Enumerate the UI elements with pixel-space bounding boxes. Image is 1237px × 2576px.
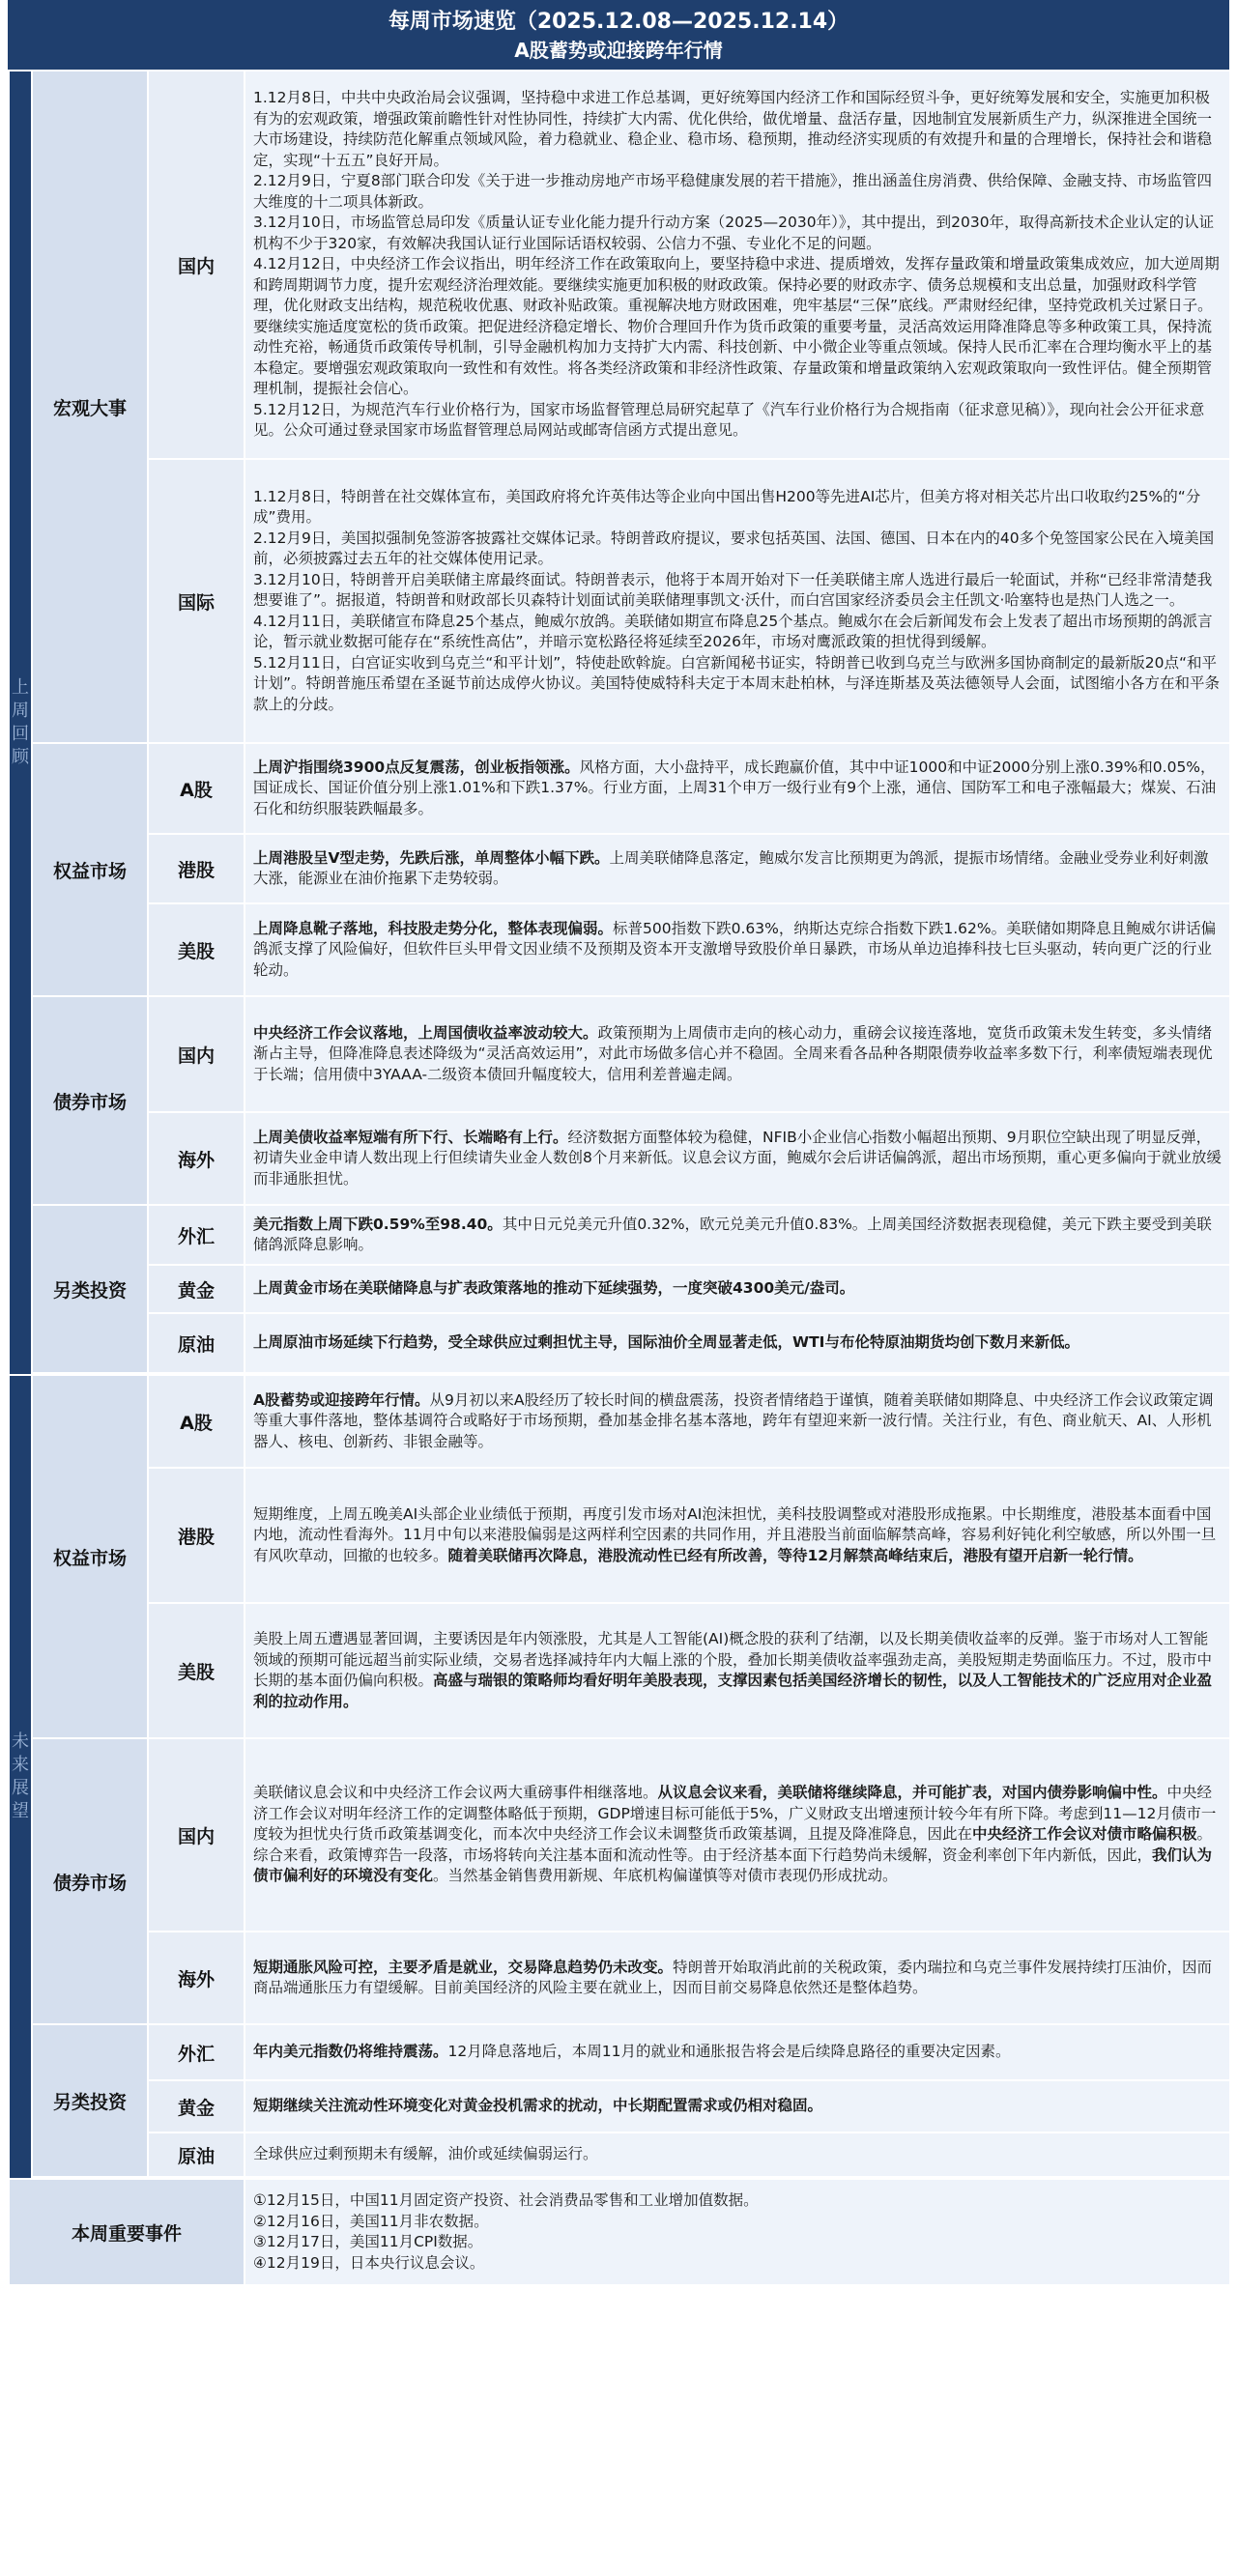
sub-us-share: 美股 xyxy=(148,903,245,996)
table-row xyxy=(9,1112,1230,1205)
list-item: 2.12月9日，美国拟强制免签游客披露社交媒体记录。特朗普政府提议，要求包括英国、法国、德国、日本在内的40多个免签国家公民在入境美国前，必须披露过去五年的社交媒体使用记录。 xyxy=(253,529,1215,568)
table-row xyxy=(9,1375,1230,1468)
category-alt-outlook: 另类投资 xyxy=(32,2024,148,2177)
list-item: ③12月17日，美国11月CPI数据。 xyxy=(253,2233,483,2250)
list-item: ④12月19日，日本央行议息会议。 xyxy=(253,2253,485,2272)
report-subtitle: A股蓄势或迎接跨年行情 xyxy=(514,39,723,62)
equity-hk-content: 上周港股呈V型走势，先跌后涨，单周整体小幅下跌。上周美联储降息落定，鲍威尔发言比预期更为鸽派，提振市场情绪。金融业受券业利好刺激大涨，能源业在油价拖累下走势较弱。 xyxy=(245,834,1230,903)
table-row xyxy=(9,996,1230,1112)
list-item: 1.12月8日，中共中央政治局会议强调，坚持稳中求进工作总基调，更好统筹国内经济工作和国际经贸斗争，更好统筹发展和安全，实施更加积极有为的宏观政策，增强政策前瞻性针对性协同性，持续扩大内需、优化供给，做优增量、盘活存量，因地制宜发展新质生产力，纵深推进全国统一大市场建设，持续防范化解重点领域风险，着力稳就业、稳企业、稳市场、稳预期，推动经济实现质的有效提升和量的合理增长，保持社会和谐稳定，实现“十五五”良好开局。 xyxy=(253,89,1213,169)
bond-overseas-content: 上周美债收益率短端有所下行、长端略有上行。经济数据方面整体较为稳健，NFIB小企业信心指数小幅超出预期、9月职位空缺出现了明显反弹，初请失业金申请人数出现上行但续请失业金人数创8个月来新低。议息会议方面，鲍威尔会后讲话偏鸽派，超出市场预期，重心更多偏向于就业放缓而非通胀担忧。 xyxy=(245,1112,1230,1205)
table-row xyxy=(9,2132,1230,2177)
sub-a-share-outlook: A股 xyxy=(148,1375,245,1468)
macro-domestic-content xyxy=(245,71,1230,459)
sub-us-share-outlook: 美股 xyxy=(148,1603,245,1738)
sub-oil-outlook: 原油 xyxy=(148,2132,245,2177)
category-equity: 权益市场 xyxy=(32,743,148,996)
alt-gold-content: 上周黄金市场在美联储降息与扩表政策落地的推动下延续强势，一度突破4300美元/盎司。 xyxy=(245,1265,1230,1313)
alt-fx-content: 美元指数上周下跌0.59%至98.40。其中日元兑美元升值0.32%，欧元兑美元升值0.83%。上周美国经济数据表现稳健，美元下跌主要受到美联储鸽派降息影响。 xyxy=(245,1205,1230,1265)
equity-us-content: 上周降息靴子落地，科技股走势分化，整体表现偏弱。标普500指数下跌0.63%，纳斯达克综合指数下跌1.62%。美联储如期降息且鲍威尔讲话偏鸽派支撑了风险偏好，但软件巨头甲骨文因业绩不及预期及资本开支激增导致股价单日暴跌，市场从单边追捧科技七巨头驱动，转向更广泛的行业轮动。 xyxy=(245,903,1230,996)
sub-bond-domestic-outlook: 国内 xyxy=(148,1738,245,1932)
outlook-bond-domestic-content: 美联储议息会议和中央经济工作会议两大重磅事件相继落地。从议息会议来看，美联储将继续降息，并可能扩表，对国内债券影响偏中性。中央经济工作会议对明年经济工作的定调整体略低于预期，GDP增速目标可能低于5%，广义财政支出增速预计较今年有所下降。考虑到11—12月债市一度较为担忧央行货币政策基调变化，而本次中央经济工作会议未调整货币政策基调，且提及降准降息，因此在中央经济工作会议对债市略偏积极。综合来看，政策博弈告一段落，市场将转向关注基本面和流动性等。由于经济基本面下行趋势尚未缓解，资金利率创下年内新低，因此，我们认为债市偏利好的环境没有变化。当然基金销售费用新规、年底机构偏谨慎等对债市表现仍形成扰动。 xyxy=(245,1738,1230,1932)
sub-domestic: 国内 xyxy=(148,71,245,459)
table-row xyxy=(9,71,1230,459)
table-row xyxy=(9,2024,1230,2080)
list-item: ②12月16日，美国11月非农数据。 xyxy=(253,2212,489,2230)
alt-oil-content: 上周原油市场延续下行趋势，受全球供应过剩担忧主导，国际油价全周显著走低，WTI与布伦特原油期货均创下数月来新低。 xyxy=(245,1313,1230,1373)
table-row xyxy=(9,1468,1230,1603)
list-item: 3.12月10日，市场监管总局印发《质量认证专业化能力提升行动方案（2025—2030年）》，其中提出，到2030年，取得高新技术企业认定的认证机构不少于320家，有效解决我国认证行业国际话语权较弱、公信力不强、专业化不足的问题。 xyxy=(253,214,1215,252)
list-item: 2.12月9日，宁夏8部门联合印发《关于进一步推动房地产市场平稳健康发展的若干措施》，推出涵盖住房消费、供给保障、金融支持、市场监管四大维度的十二项具体新政。 xyxy=(253,172,1212,211)
table-row xyxy=(9,743,1230,834)
table-row xyxy=(9,1205,1230,1265)
sub-bond-overseas-outlook: 海外 xyxy=(148,1932,245,2024)
report-title: 每周市场速览（2025.12.08—2025.12.14） xyxy=(388,10,849,34)
macro-international-content xyxy=(245,459,1230,743)
table-row xyxy=(9,1603,1230,1738)
table-row xyxy=(9,1738,1230,1932)
table-row xyxy=(9,2179,1230,2285)
bond-domestic-content: 中央经济工作会议落地，上周国债收益率波动较大。政策预期为上周债市走向的核心动力，重磅会议接连落地，宽货币政策未发生转变，多头情绪渐占主导，但降准降息表述降级为“灵活高效运用”，对此市场做多信心并不稳固。全周来看各品种各期限债券收益率多数下行，利率债短端表现优于长端；信用债中3YAAA-二级资本债回升幅度较大，信用利差普遍走阔。 xyxy=(245,996,1230,1112)
sub-fx: 外汇 xyxy=(148,1205,245,1265)
list-item: 4.12月12日，中央经济工作会议指出，明年经济工作在政策取向上，要坚持稳中求进、提质增效，发挥存量政策和增量政策集成效应，加大逆周期和跨周期调节力度，提升宏观经济治理效能。要继续实施更加积极的财政政策。保持必要的财政赤字、债务总规模和支出总量，加强财政科学管理，优化财政支出结构，规范税收优惠、财政补贴政策。重视解决地方财政困难，兜牢基层“三保”底线。严肃财经纪律，坚持党政机关过紧日子。要继续实施适度宽松的货币政策。把促进经济稳定增长、物价合理回升作为货币政策的重要考量，灵活高效运用降准降息等多种政策工具，保持流动性充裕，畅通货币政策传导机制，引导金融机构加力支持扩大内需、科技创新、中小微企业等重点领域。保持人民币汇率在合理均衡水平上的基本稳定。要增强宏观政策取向一致性和有效性。将各类经济政策和非经济性政策、存量政策和增量政策纳入宏观政策取向一致性评估。健全预期管理机制，提振社会信心。 xyxy=(253,255,1220,398)
equity-a-content: 上周沪指围绕3900点反复震荡，创业板指领涨。风格方面，大小盘持平，成长跑赢价值，其中中证1000和中证2000分别上涨0.39%和0.05%，国证成长、国证价值分别上涨1.01%和下跌1.37%。行业方面，上周31个申万一级行业有9个上涨，通信、国防军工和电子涨幅最大；煤炭、石油石化和纺织服装跌幅最多。 xyxy=(245,743,1230,834)
sub-hk-share: 港股 xyxy=(148,834,245,903)
sub-a-share: A股 xyxy=(148,743,245,834)
outlook-oil-content: 全球供应过剩预期未有缓解，油价或延续偏弱运行。 xyxy=(245,2132,1230,2177)
table-row xyxy=(9,1932,1230,2024)
section-label-review: 上周回顾 xyxy=(9,71,32,1375)
outlook-hk-content: 短期维度，上周五晚美AI头部企业业绩低于预期，再度引发市场对AI泡沫担忧，美科技股调整或对港股形成拖累。中长期维度，港股基本面看中国内地，流动性看海外。11月中旬以来港股偏弱是这两样利空因素的共同作用，并且港股当前面临解禁高峰，容易利好钝化利空敏感，所以外围一旦有风吹草动，回撤的也较多。随着美联储再次降息，港股流动性已经有所改善，等待12月解禁高峰结束后，港股有望开启新一轮行情。 xyxy=(245,1468,1230,1603)
market-table xyxy=(8,70,1231,2286)
sub-gold: 黄金 xyxy=(148,1265,245,1313)
sub-hk-share-outlook: 港股 xyxy=(148,1468,245,1603)
table-row xyxy=(9,459,1230,743)
table-row xyxy=(9,1265,1230,1313)
outlook-fx-content: 年内美元指数仍将维持震荡。12月降息落地后，本周11月的就业和通胀报告将会是后续降息路径的重要决定因素。 xyxy=(245,2024,1230,2080)
list-item: 5.12月12日，为规范汽车行业价格行为，国家市场监督管理总局研究起草了《汽车行业价格行为合规指南（征求意见稿）》，现向社会公开征求意见。公众可通过登录国家市场监督管理总局网站或邮寄信函方式提出意见。 xyxy=(253,400,1205,440)
category-alt: 另类投资 xyxy=(32,1205,148,1373)
table-row xyxy=(9,1313,1230,1373)
outlook-us-content: 美股上周五遭遇显著回调，主要诱因是年内领涨股，尤其是人工智能(AI)概念股的获利了结潮，以及长期美债收益率的反弹。鉴于市场对人工智能领域的预期可能远超当前实际业绩，交易者选择减持年内大幅上涨的个股，叠加长期美债收益率强劲走高，美股短期走势面临压力。不过，股市中长期的基本面仍偏向积极。高盛与瑞银的策略师均看好明年美股表现，支撑因素包括美国经济增长的韧性，以及人工智能技术的广泛应用对企业盈利的拉动作用。 xyxy=(245,1603,1230,1738)
outlook-gold-content: 短期继续关注流动性环境变化对黄金投机需求的扰动，中长期配置需求或仍相对稳固。 xyxy=(245,2080,1230,2132)
sub-oil: 原油 xyxy=(148,1313,245,1373)
sub-bond-domestic: 国内 xyxy=(148,996,245,1112)
sub-bond-overseas: 海外 xyxy=(148,1112,245,1205)
sub-international: 国际 xyxy=(148,459,245,743)
category-macro: 宏观大事 xyxy=(32,71,148,743)
table-row xyxy=(9,2080,1230,2132)
table-row xyxy=(9,834,1230,903)
events-content xyxy=(245,2179,1230,2285)
list-item: 4.12月11日，美联储宣布降息25个基点，鲍威尔放鸽。美联储如期宣布降息25个基点。鲍威尔在会后新闻发布会上发表了超出市场预期的鸽派言论，暂示就业数据可能存在“系统性高估”，并暗示宽松路径将延续至2026年，市场对鹰派政策的担忧得到缓解。 xyxy=(253,612,1213,651)
category-bond-outlook: 债券市场 xyxy=(32,1738,148,2024)
category-equity-outlook: 权益市场 xyxy=(32,1375,148,1738)
category-bond: 债券市场 xyxy=(32,996,148,1205)
list-item: 5.12月11日，白宫证实收到乌克兰“和平计划”，特使赴欧斡旋。白宫新闻秘书证实，特朗普已收到乌克兰与欧洲多国协商制定的最新版20点“和平计划”。特朗普施压希望在圣诞节前达成停火协议。美国特使威特科夫定于本周末赴柏林，与泽连斯基及英法德领导人会面，试图缩小各方在和平条款上的分歧。 xyxy=(253,653,1221,713)
outlook-bond-overseas-content: 短期通胀风险可控，主要矛盾是就业，交易降息趋势仍未改变。特朗普开始取消此前的关税政策，委内瑞拉和乌克兰事件发展持续打压油价，因而商品端通胀压力有望缓解。目前美国经济的风险主要在就业上，因而目前交易降息依然还是整体趋势。 xyxy=(245,1932,1230,2024)
table-row xyxy=(9,903,1230,996)
outlook-a-content: A股蓄势或迎接跨年行情。从9月初以来A股经历了较长时间的横盘震荡，投资者情绪趋于谨慎，随着美联储如期降息、中央经济工作会议政策定调等重大事件落地，整体基调符合或略好于市场预期，叠加基金排名基本落地，跨年有望迎来新一波行情。关注行业，有色、商业航天、AI、人形机器人、核电、创新药、非银金融等。 xyxy=(245,1375,1230,1468)
sub-fx-outlook: 外汇 xyxy=(148,2024,245,2080)
list-item: 3.12月10日，特朗普开启美联储主席最终面试。特朗普表示，他将于本周开始对下一任美联储主席人选进行最后一轮面试，并称“已经非常清楚我想要谁了”。据报道，特朗普和财政部长贝森特计划面试前美联储理事凯文·沃什，而白宫国家经济委员会主任凯文·哈塞特也是热门人选之一。 xyxy=(253,570,1213,610)
list-item: 1.12月8日，特朗普在社交媒体宣布，美国政府将允许英伟达等企业向中国出售H200等先进AI芯片，但美方将对相关芯片出口收取约25%的“分成”费用。 xyxy=(253,487,1201,527)
report-header xyxy=(8,0,1229,70)
section-label-outlook: 未来展望 xyxy=(9,1375,32,2179)
list-item: ①12月15日，中国11月固定资产投资、社会消费品零售和工业增加值数据。 xyxy=(253,2191,759,2209)
category-events: 本周重要事件 xyxy=(9,2179,245,2285)
sub-gold-outlook: 黄金 xyxy=(148,2080,245,2132)
